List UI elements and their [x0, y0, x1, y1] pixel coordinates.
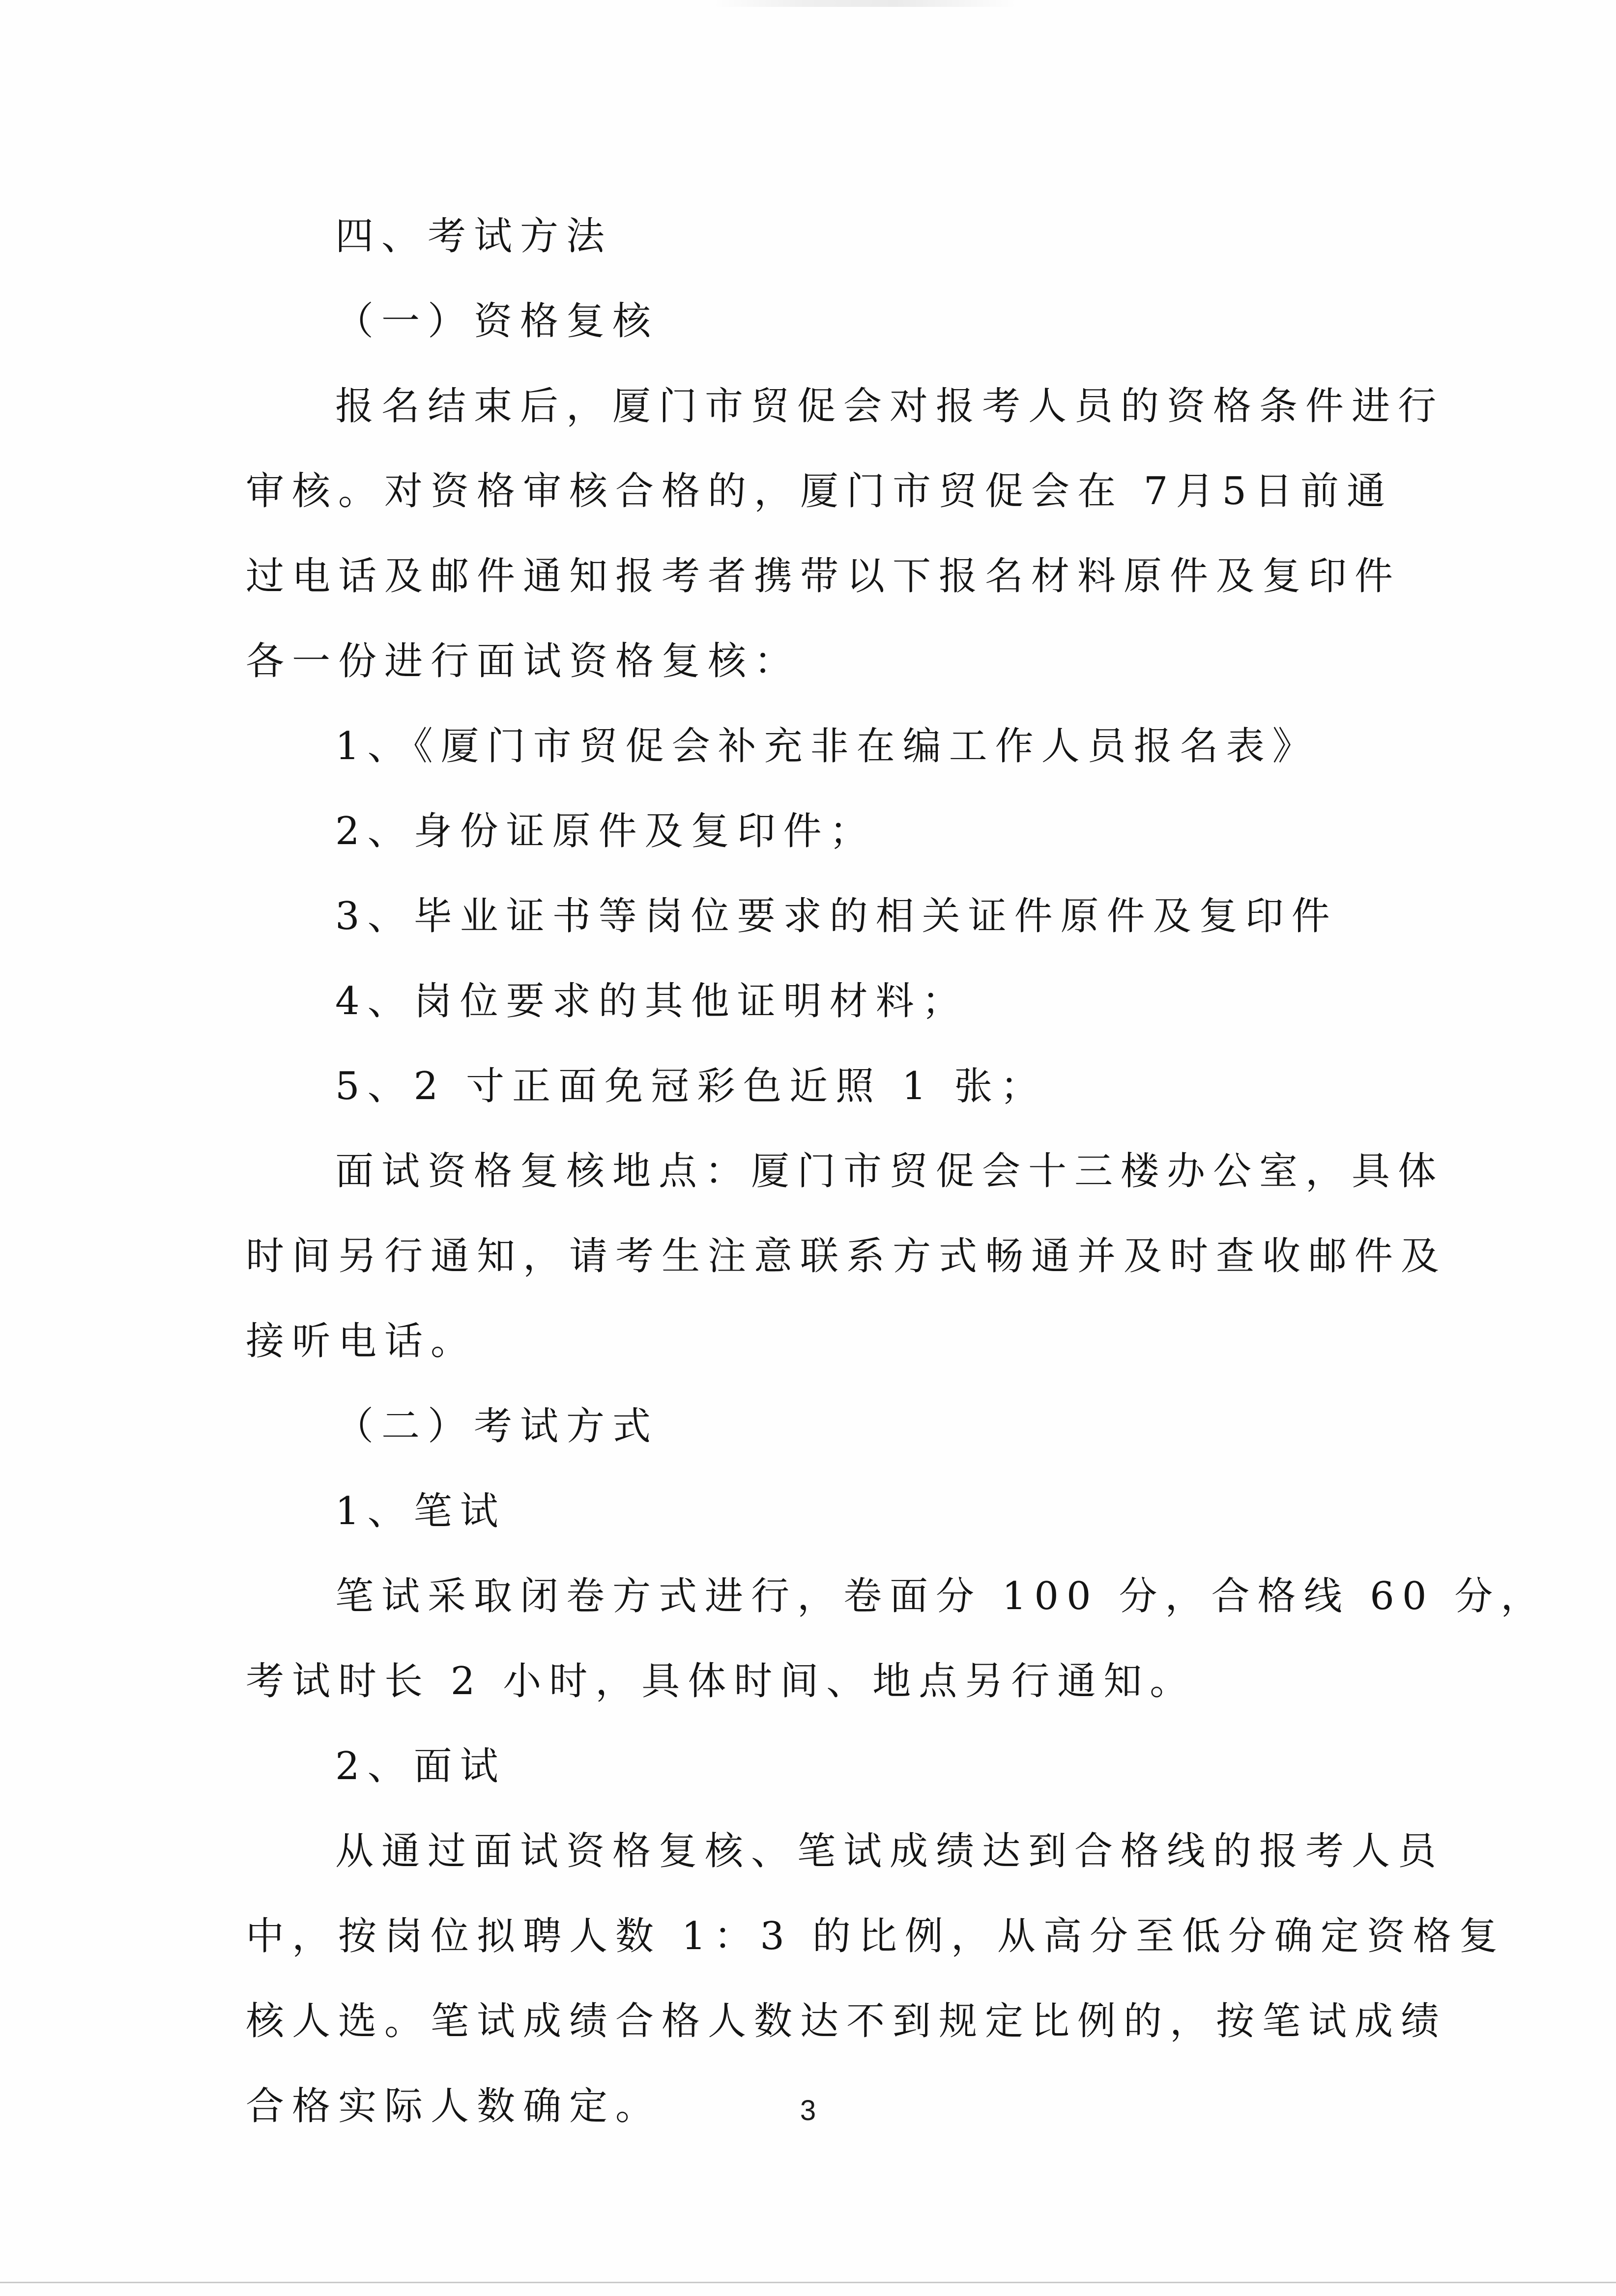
text-line: 3、毕业证书等岗位要求的相关证件原件及复印件 — [335, 894, 1338, 938]
text-line: 审核。对资格审核合格的，厦门市贸促会在 7月5日前通 — [246, 469, 1393, 513]
text-line: 合格实际人数确定。 — [246, 2084, 662, 2128]
text-line: 从通过面试资格复核、笔试成绩达到合格线的报考人员 — [335, 1829, 1444, 1873]
text-line: （一）资格复核 — [335, 299, 659, 343]
text-line: 考试时长 2 小时，具体时间、地点另行通知。 — [246, 1659, 1196, 1703]
text-line: 1、笔试 — [335, 1489, 506, 1533]
text-line: 四、考试方法 — [335, 214, 613, 258]
text-line: 1、《厦门市贸促会补充非在编工作人员报名表》 — [335, 724, 1319, 768]
document-body — [246, 194, 1547, 2149]
text-line: 2、面试 — [335, 1744, 506, 1788]
page-number: 3 — [800, 2095, 816, 2126]
text-line: 时间另行通知，请考生注意联系方式畅通并及时查收邮件及 — [246, 1234, 1447, 1278]
text-line: 5、2 寸正面免冠彩色近照 1 张； — [335, 1064, 1047, 1108]
text-line: 核人选。笔试成绩合格人数达不到规定比例的，按笔试成绩 — [246, 1999, 1447, 2043]
text-line: 中，按岗位拟聘人数 1：3 的比例，从高分至低分确定资格复 — [246, 1914, 1505, 1958]
text-line: 过电话及邮件通知报考者携带以下报名材料原件及复印件 — [246, 554, 1401, 598]
text-line: 报名结束后，厦门市贸促会对报考人员的资格条件进行 — [335, 384, 1444, 428]
text-line: 各一份进行面试资格复核： — [246, 639, 801, 683]
text-line: 2、身份证原件及复印件； — [335, 809, 876, 853]
text-line: 面试资格复核地点：厦门市贸促会十三楼办公室，具体 — [335, 1149, 1444, 1193]
scan-artifact-top — [713, 0, 1017, 7]
text-line: 笔试采取闭卷方式进行，卷面分 100 分，合格线 60 分， — [335, 1574, 1547, 1618]
text-line: （二）考试方式 — [335, 1404, 659, 1448]
scan-artifact-bottom — [0, 2282, 1616, 2283]
text-line: 4、岗位要求的其他证明材料； — [335, 979, 968, 1023]
text-line: 接听电话。 — [246, 1319, 477, 1363]
